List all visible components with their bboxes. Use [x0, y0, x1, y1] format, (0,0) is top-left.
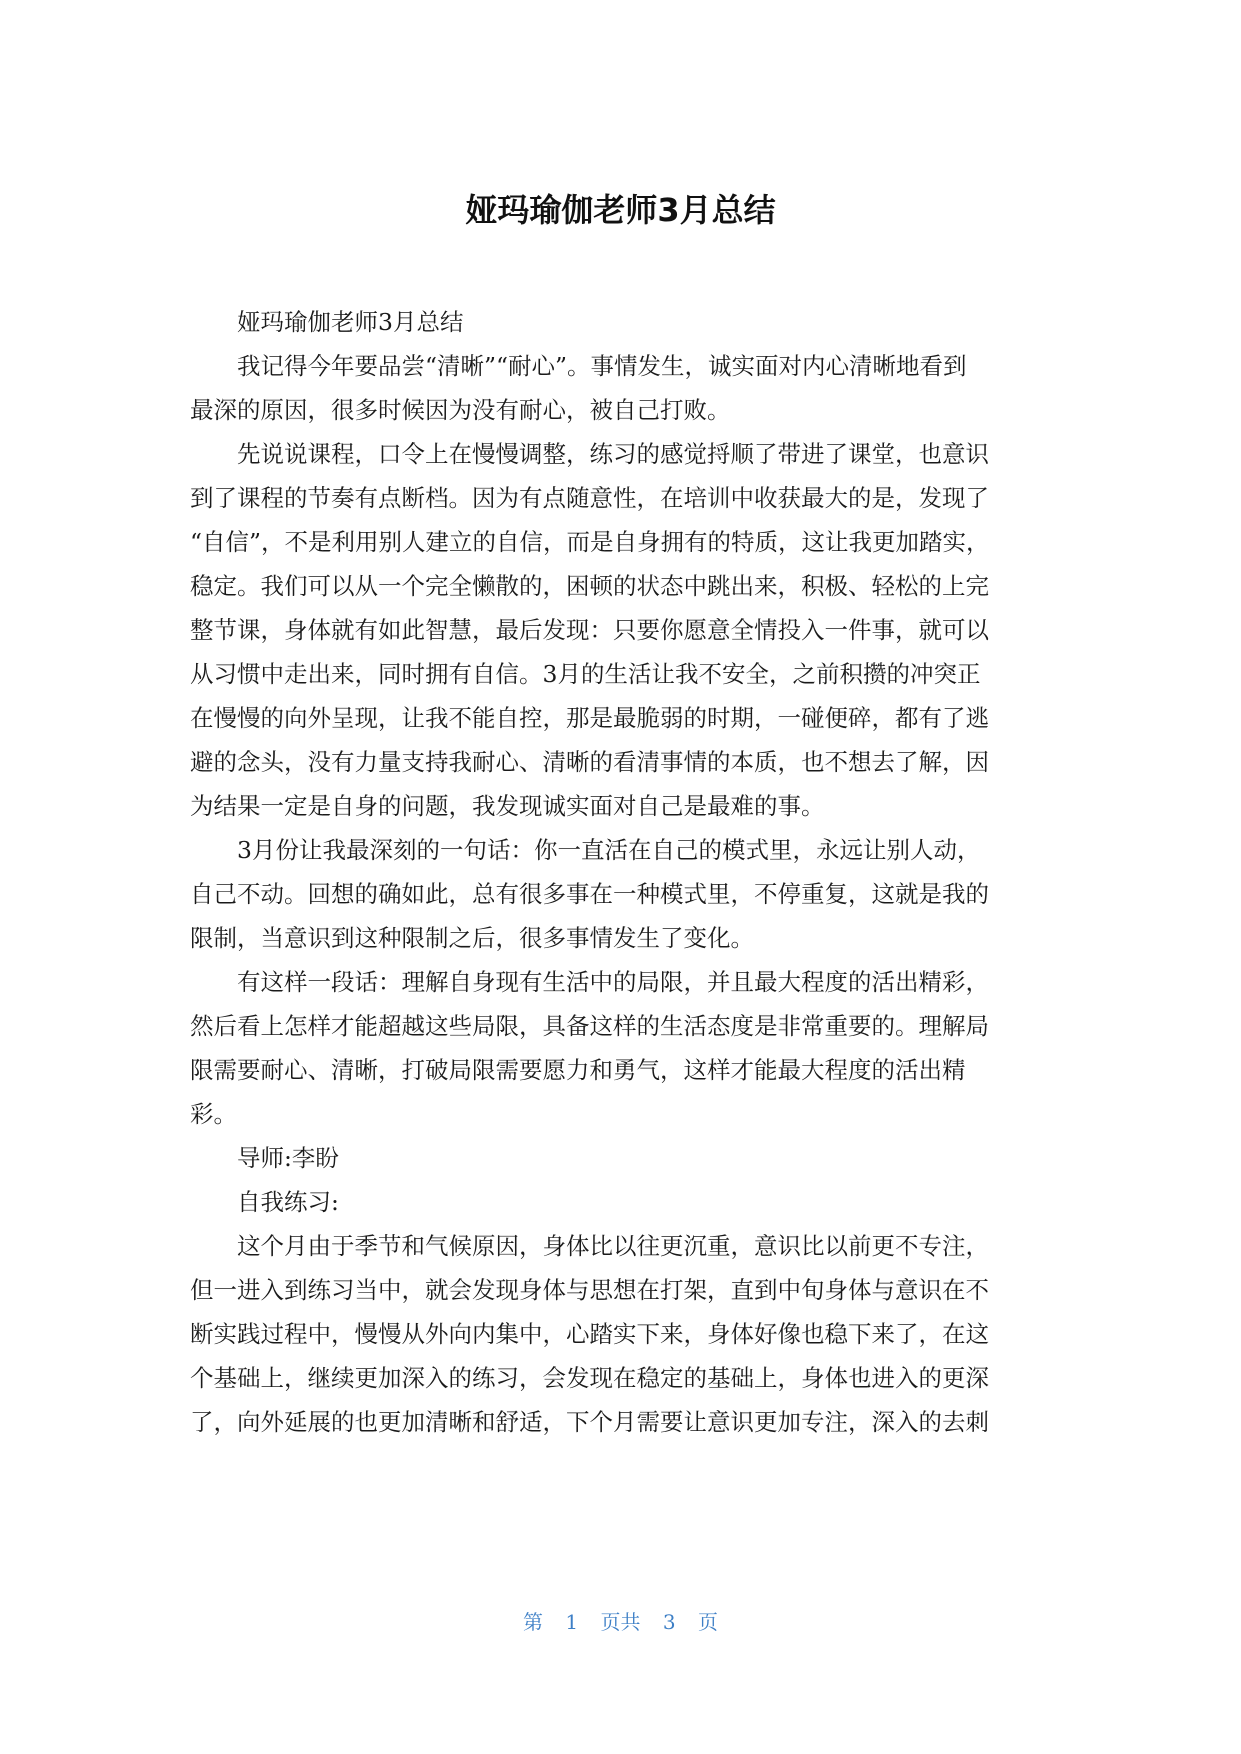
paragraph-line: 稳定。我们可以从一个完全懒散的，困顿的状态中跳出来，积极、轻松的上完 [190, 572, 989, 600]
page-footer [0, 1608, 1241, 1636]
footer-middle: 页共 [600, 1610, 641, 1634]
paragraph [190, 828, 1052, 960]
paragraph-line: 有这样一段话：理解自身现有生活中的局限，并且最大程度的活出精彩， [237, 968, 989, 996]
document-title: 娅玛瑜伽老师3月总结 [465, 191, 776, 229]
paragraph-line: 为结果一定是自身的问题，我发现诚实面对自己是最难的事。 [190, 792, 825, 820]
paragraph-line: 彩。 [190, 1100, 237, 1128]
paragraph-line: 限制，当意识到这种限制之后，很多事情发生了变化。 [190, 924, 754, 952]
paragraph-line: 然后看上怎样才能超越这些局限，具备这样的生活态度是非常重要的。理解局 [190, 1012, 989, 1040]
paragraph [190, 344, 1052, 432]
paragraph [190, 1136, 1052, 1180]
paragraph [190, 300, 1052, 344]
paragraph [190, 1180, 1052, 1224]
footer-suffix: 页 [697, 1610, 718, 1634]
paragraph-line: 了，向外延展的也更加清晰和舒适，下个月需要让意识更加专注，深入的去刺 [190, 1408, 989, 1436]
paragraph-line: 断实践过程中，慢慢从外向内集中，心踏实下来，身体好像也稳下来了，在这 [190, 1320, 989, 1348]
footer-total-pages: 3 [662, 1610, 676, 1634]
document-body [190, 300, 1052, 1444]
paragraph-line: 限需要耐心、清晰，打破局限需要愿力和勇气，这样才能最大程度的活出精 [190, 1056, 966, 1084]
paragraph-line: 到了课程的节奏有点断档。因为有点随意性，在培训中收获最大的是，发现了 [190, 484, 989, 512]
paragraph-line: 避的念头，没有力量支持我耐心、清晰的看清事情的本质，也不想去了解，因 [190, 748, 989, 776]
paragraph-line: “自信”，不是利用别人建立的自信，而是自身拥有的特质，这让我更加踏实， [190, 528, 990, 556]
paragraph-line: 3月份让我最深刻的一句话：你一直活在自己的模式里，永远让别人动， [237, 836, 981, 864]
paragraph-line: 最深的原因，很多时候因为没有耐心，被自己打败。 [190, 396, 731, 424]
paragraph [190, 960, 1052, 1136]
paragraph-line: 但一进入到练习当中，就会发现身体与思想在打架，直到中旬身体与意识在不 [190, 1276, 989, 1304]
paragraph-line: 我记得今年要品尝“清晰”“耐心”。事情发生，诚实面对内心清晰地看到 [237, 352, 967, 380]
paragraph-line: 自己不动。回想的确如此，总有很多事在一种模式里，不停重复，这就是我的 [190, 880, 989, 908]
paragraph-line: 在慢慢的向外呈现，让我不能自控，那是最脆弱的时期，一碰便碎，都有了逃 [190, 704, 989, 732]
paragraph-line: 从习惯中走出来，同时拥有自信。3月的生活让我不安全，之前积攒的冲突正 [190, 660, 981, 688]
paragraph [190, 432, 1052, 828]
paragraph-line: 导师:李盼 [237, 1144, 339, 1172]
paragraph-line: 先说说课程，口令上在慢慢调整，练习的感觉捋顺了带进了课堂，也意识 [237, 440, 989, 468]
paragraph-line: 娅玛瑜伽老师3月总结 [237, 308, 464, 336]
footer-current-page: 1 [565, 1610, 579, 1634]
paragraph [190, 1224, 1052, 1444]
paragraph-line: 自我练习: [237, 1188, 339, 1216]
paragraph-line: 这个月由于季节和气候原因，身体比以往更沉重，意识比以前更不专注， [237, 1232, 989, 1260]
footer-prefix: 第 [523, 1610, 544, 1634]
paragraph-line: 整节课，身体就有如此智慧，最后发现：只要你愿意全情投入一件事，就可以 [190, 616, 989, 644]
paragraph-line: 个基础上，继续更加深入的练习，会发现在稳定的基础上，身体也进入的更深 [190, 1364, 989, 1392]
